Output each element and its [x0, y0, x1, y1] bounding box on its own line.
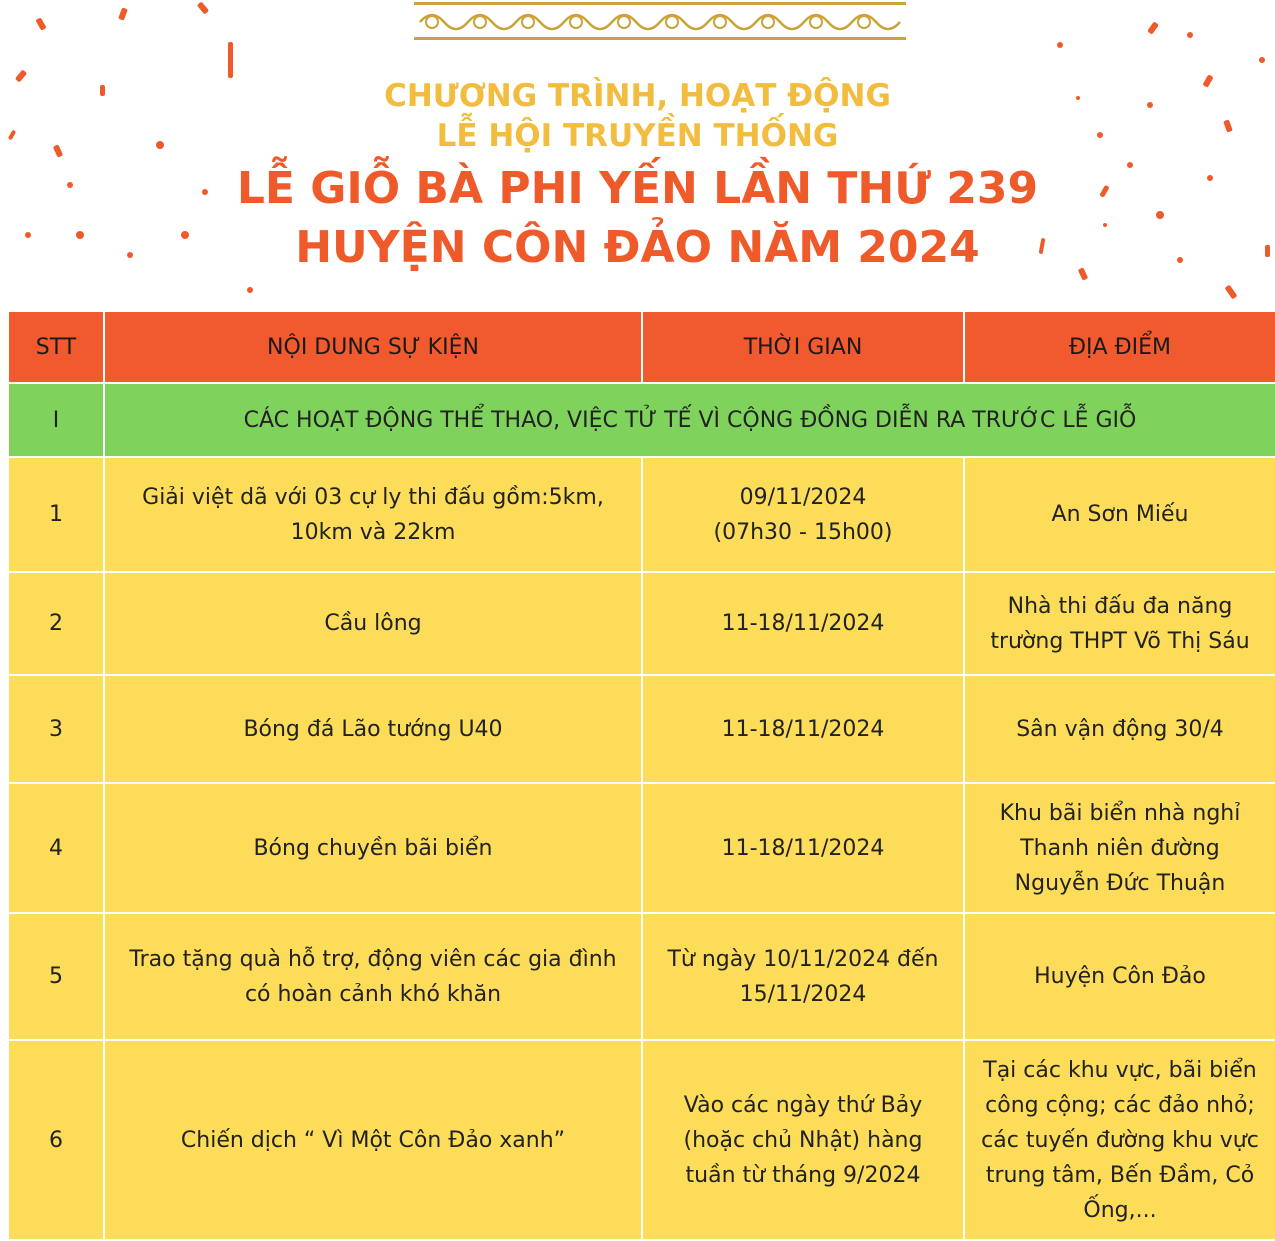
row-content: Bóng đá Lão tướng U40: [104, 675, 642, 783]
row-content: Chiến dịch “ Vì Một Côn Đảo xanh”: [104, 1040, 642, 1240]
row-place: Sân vận động 30/4: [964, 675, 1275, 783]
row-time: Từ ngày 10/11/2024 đến 15/11/2024: [642, 913, 964, 1040]
schedule-table: [7, 310, 1275, 1241]
row-content: Giải việt dã với 03 cự ly thi đấu gồm:5km, 10km và 22km: [104, 457, 642, 572]
column-header-place: ĐỊA ĐIỂM: [964, 311, 1275, 383]
row-place: Nhà thi đấu đa năng trường THPT Võ Thị Sáu: [964, 572, 1275, 675]
column-header-content: NỘI DUNG SỰ KIỆN: [104, 311, 642, 383]
section-label: CÁC HOẠT ĐỘNG THỂ THAO, VIỆC TỬ TẾ VÌ CỘNG ĐỒNG DIỄN RA TRƯỚC LỄ GIỖ: [104, 383, 1275, 457]
column-header-time: THỜI GIAN: [642, 311, 964, 383]
row-content: Cầu lông: [104, 572, 642, 675]
table-row: [8, 457, 1275, 572]
title-line-1: LỄ GIỖ BÀ PHI YẾN LẦN THỨ 239: [236, 163, 1039, 214]
poster-header: [0, 0, 1275, 310]
section-row: [8, 383, 1275, 457]
row-time: 11-18/11/2024: [642, 572, 964, 675]
row-place: Tại các khu vực, bãi biển công cộng; các đảo nhỏ; các tuyến đường khu vực trung tâm, Bến Đầm, Cỏ Ống,...: [964, 1040, 1275, 1240]
row-place: An Sơn Miếu: [964, 457, 1275, 572]
row-time: 11-18/11/2024: [642, 675, 964, 783]
table-row: [8, 913, 1275, 1040]
row-time: 09/11/2024 (07h30 - 15h00): [642, 457, 964, 572]
row-content: Bóng chuyền bãi biển: [104, 783, 642, 913]
table-header-row: [8, 311, 1275, 383]
table-row: [8, 783, 1275, 913]
title-line-2: HUYỆN CÔN ĐẢO NĂM 2024: [295, 222, 980, 273]
row-place: Khu bãi biển nhà nghỉ Thanh niên đường Nguyễn Đức Thuận: [964, 783, 1275, 913]
row-stt: 2: [8, 572, 104, 675]
column-header-stt: STT: [8, 311, 104, 383]
subtitle-line-2: LỄ HỘI TRUYỀN THỐNG: [436, 118, 839, 154]
table-row: [8, 675, 1275, 783]
ornament-border: [414, 2, 906, 42]
row-stt: 5: [8, 913, 104, 1040]
row-content: Trao tặng quà hỗ trợ, động viên các gia đình có hoàn cảnh khó khăn: [104, 913, 642, 1040]
row-place: Huyện Côn Đảo: [964, 913, 1275, 1040]
subtitle-line-1: CHƯƠNG TRÌNH, HOẠT ĐỘNG: [384, 78, 891, 114]
section-index: I: [8, 383, 104, 457]
row-time: 11-18/11/2024: [642, 783, 964, 913]
row-stt: 3: [8, 675, 104, 783]
table-row: [8, 1040, 1275, 1240]
row-stt: 4: [8, 783, 104, 913]
row-time: Vào các ngày thứ Bảy (hoặc chủ Nhật) hàng tuần từ tháng 9/2024: [642, 1040, 964, 1240]
table-row: [8, 572, 1275, 675]
row-stt: 6: [8, 1040, 104, 1240]
row-stt: 1: [8, 457, 104, 572]
